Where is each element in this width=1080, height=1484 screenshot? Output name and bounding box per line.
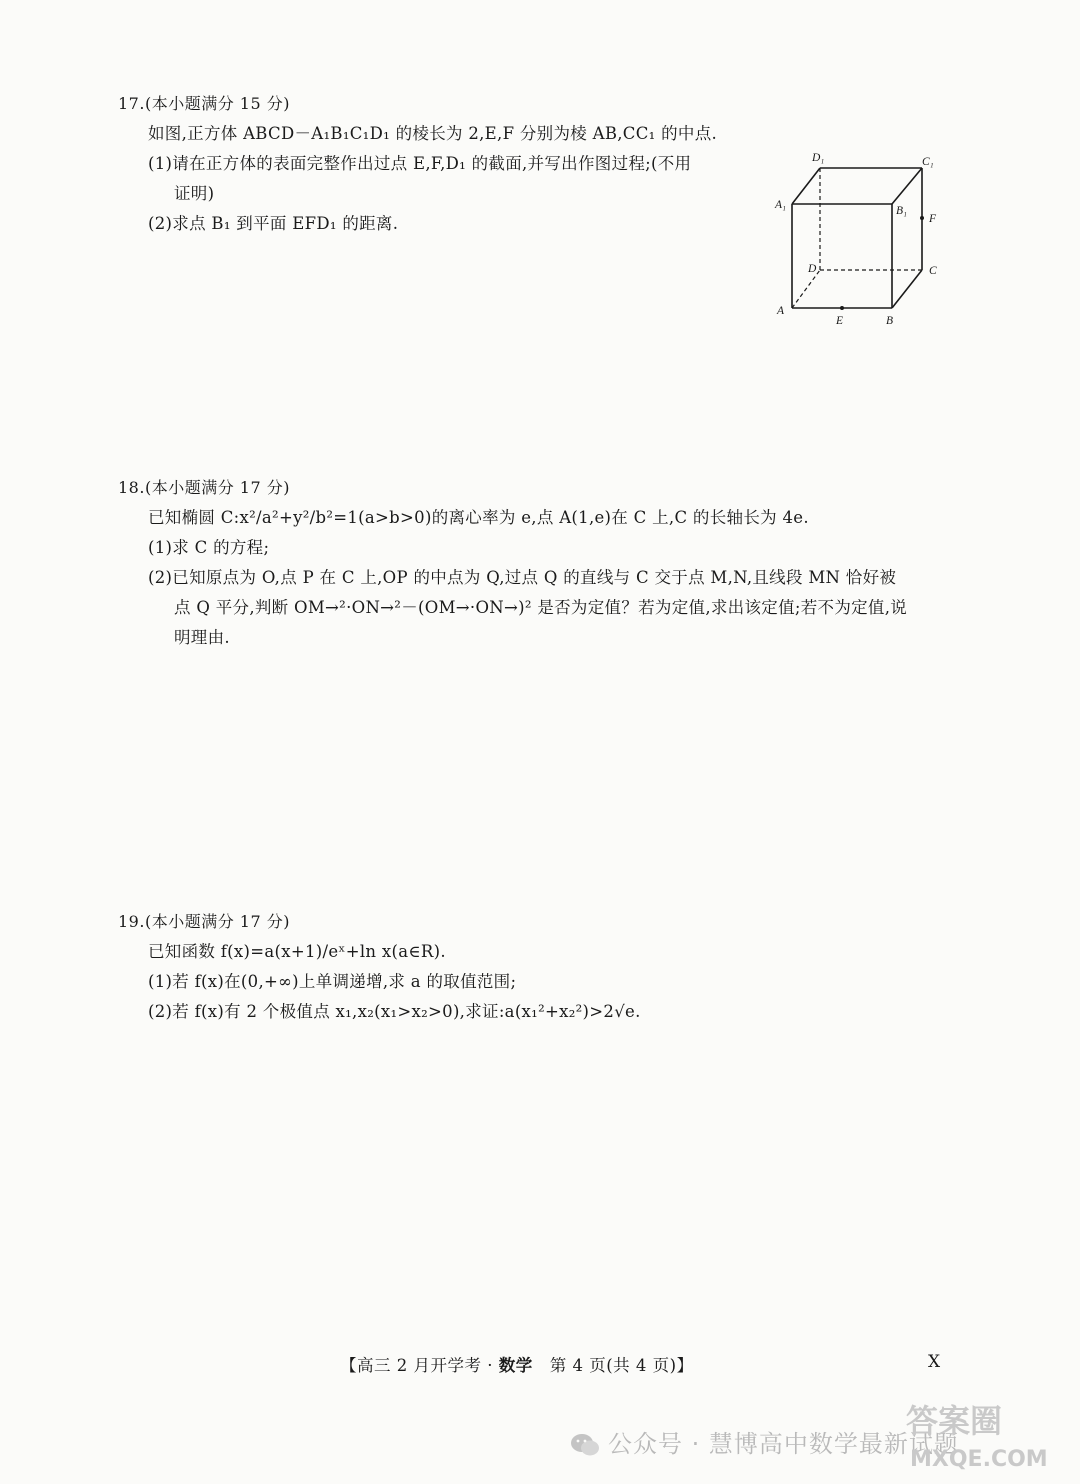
question-18 — [118, 476, 958, 650]
label-e: E — [836, 315, 844, 327]
footer-prefix: 【高三 2 月开学考 · — [340, 1356, 499, 1375]
question-18-heading: 18.(本小题满分 17 分) — [118, 478, 290, 497]
label-a: A — [777, 305, 785, 317]
question-17-part-1: (1)请在正方体的表面完整作出过点 E,F,D₁ 的截面,并写出作图过程;(不用 — [148, 154, 692, 173]
question-18-part-1: (1)求 C 的方程; — [148, 538, 270, 557]
question-19-stem: 已知函数 f(x)=a(x+1)/eˣ+ln x(a∈R). — [148, 942, 446, 961]
wechat-icon — [570, 1432, 600, 1458]
question-18-part-2-cont-2: 明理由. — [174, 628, 230, 647]
point-e — [840, 306, 844, 310]
point-f — [920, 216, 924, 220]
question-18-part-2-cont-1: 点 Q 平分,判断 OM→²·ON→²－(OM→·ON→)² 是否为定值？若为定值,求出该定值;若不为定值,说 — [174, 598, 908, 617]
label-c: C — [929, 265, 937, 277]
label-d1: D₁ — [812, 152, 825, 164]
page-footer — [340, 1352, 694, 1376]
question-18-part-2: (2)已知原点为 O,点 P 在 C 上,OP 的中点为 Q,过点 Q 的直线与 C 交于点 M,N,且线段 MN 恰好被 — [148, 568, 897, 587]
version-mark: X — [928, 1352, 941, 1372]
label-f: F — [929, 213, 937, 225]
question-17-part-1-cont: 证明) — [174, 184, 215, 203]
site-logo — [900, 1392, 1060, 1474]
question-17-part-2: (2)求点 B₁ 到平面 EFD₁ 的距离. — [148, 214, 399, 233]
question-18-stem: 已知椭圆 C:x²/a²+y²/b²=1(a>b>0)的离心率为 e,点 A(1,e)在 C 上,C 的长轴长为 4e. — [148, 508, 809, 527]
label-b: B — [886, 315, 894, 327]
question-17-heading: 17.(本小题满分 15 分) — [118, 94, 290, 113]
label-a1: A₁ — [775, 199, 787, 211]
label-c1: C₁ — [922, 156, 934, 168]
footer-subject: 数学 — [498, 1356, 533, 1375]
label-b1: B₁ — [896, 205, 908, 217]
cube-figure — [772, 148, 952, 328]
logo-top-text: 答案圈 — [906, 1402, 1003, 1440]
question-17-stem: 如图,正方体 ABCD－A₁B₁C₁D₁ 的棱长为 2,E,F 分别为棱 AB,CC₁ 的中点. — [148, 124, 718, 143]
watermark-text: 公众号 · 慧博高中数学最新试题 — [608, 1430, 959, 1458]
question-19-heading: 19.(本小题满分 17 分) — [118, 912, 290, 931]
logo-bottom-text: MXQE.COM — [910, 1447, 1048, 1472]
question-19-part-1: (1)若 f(x)在(0,+∞)上单调递增,求 a 的取值范围; — [148, 972, 517, 991]
footer-page-info: 第 4 页(共 4 页)】 — [532, 1356, 694, 1375]
question-19 — [118, 910, 958, 1024]
label-d: D — [808, 263, 817, 275]
question-19-part-2: (2)若 f(x)有 2 个极值点 x₁,x₂(x₁>x₂>0),求证:a(x₁²+x₂²)>2√e. — [148, 1002, 641, 1021]
